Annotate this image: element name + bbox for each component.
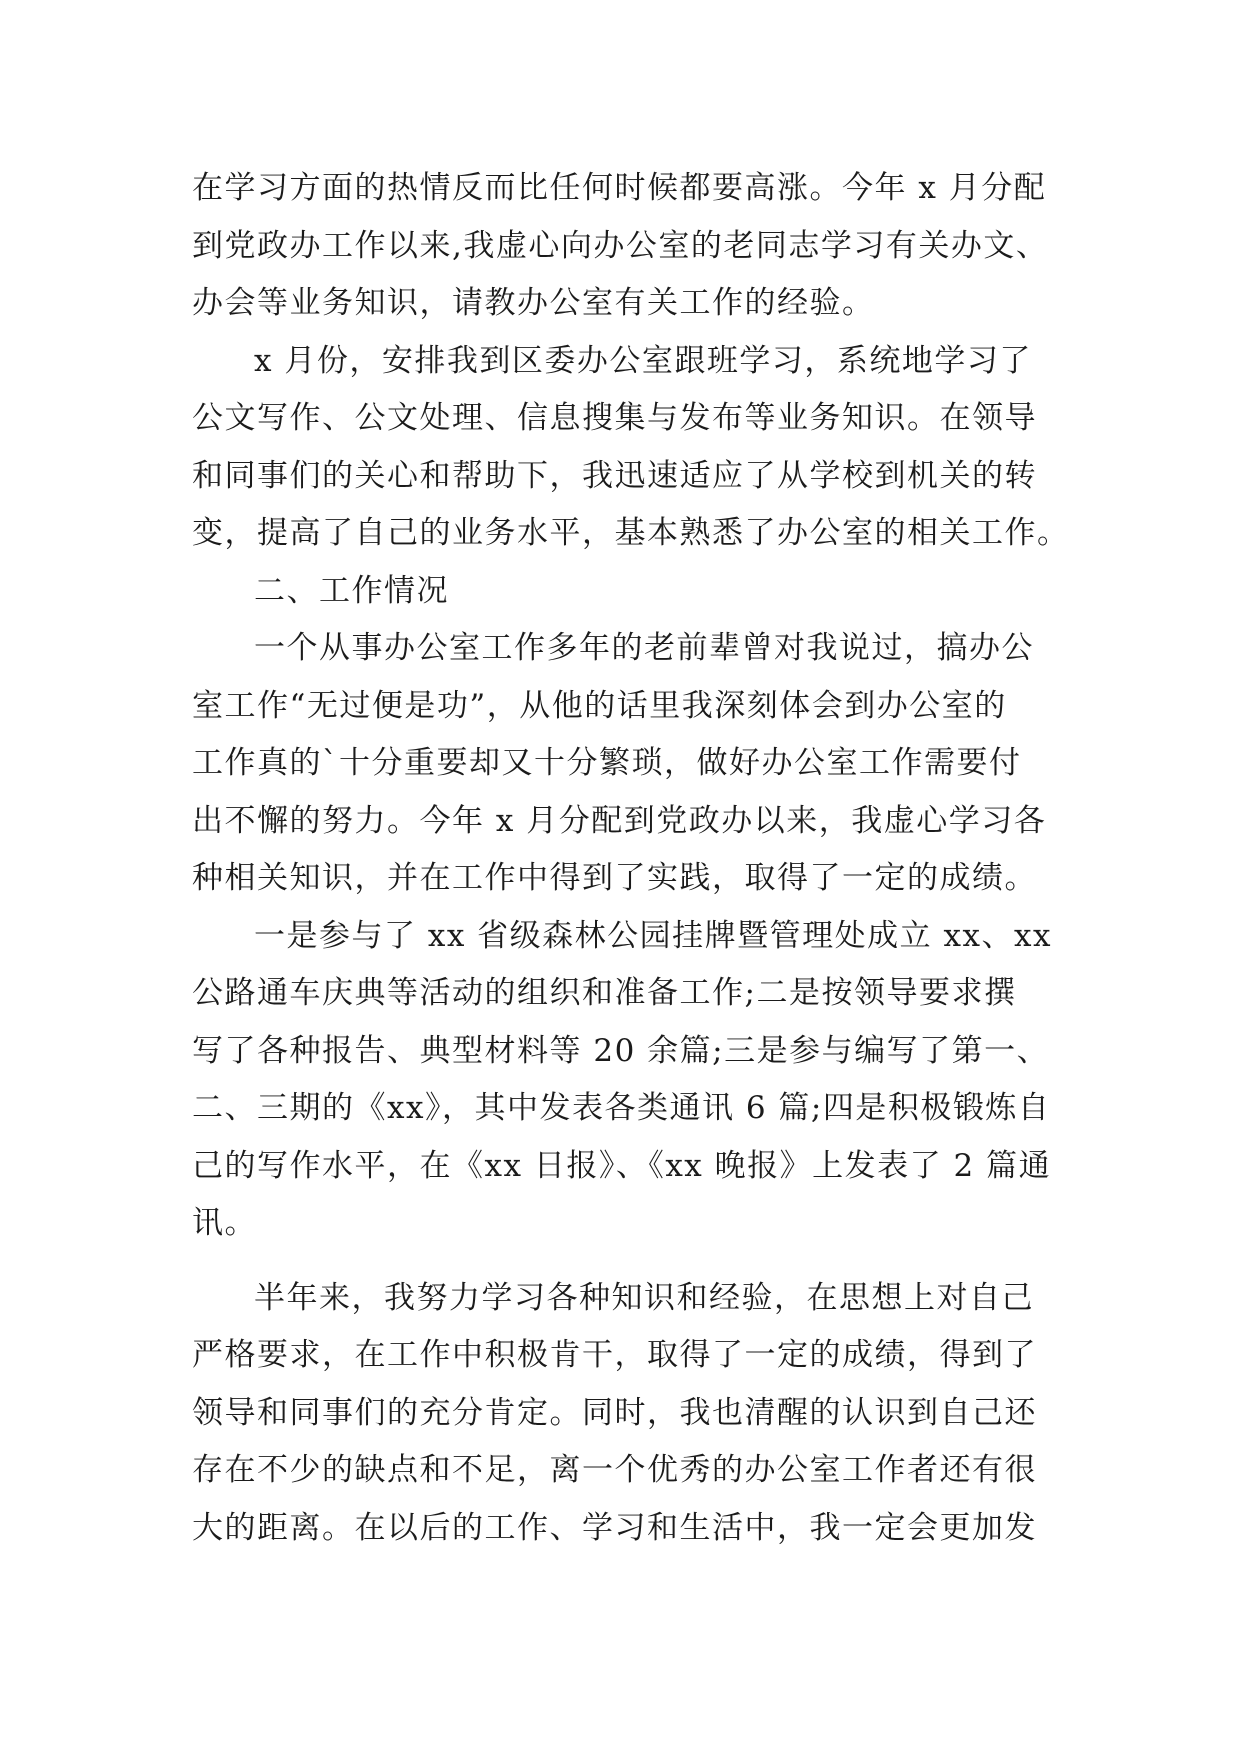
text-line: 大的距离。在以后的工作、学习和生活中，我一定会更加发 — [192, 1509, 1037, 1546]
text-line: 室工作“无过便是功”，从他的话里我深刻体会到办公室的 — [192, 687, 1007, 724]
text-line: 和同事们的关心和帮助下，我迅速适应了从学校到机关的转 — [192, 457, 1037, 494]
text-line: 公路通车庆典等活动的组织和准备工作;二是按领导要求撰 — [192, 975, 1017, 1011]
section-heading: 二、工作情况 — [254, 572, 449, 609]
paragraph-gap — [192, 1253, 1072, 1270]
text-line: 一个从事办公室工作多年的老前辈曾对我说过，搞办公 — [254, 630, 1034, 666]
text-line: 公文写作、公文处理、信息搜集与发布等业务知识。在领导 — [192, 400, 1037, 436]
text-line: 办会等业务知识，请教办公室有关工作的经验。 — [192, 285, 875, 321]
text-line: 存在不少的缺点和不足，离一个优秀的办公室工作者还有很 — [192, 1452, 1037, 1488]
text-line: 在学习方面的热情反而比任何时候都要高涨。今年 x 月分配 — [192, 170, 1047, 206]
text-line: 二、三期的《xx》，其中发表各类通讯 6 篇;四是积极锻炼自 — [192, 1090, 1051, 1126]
text-line: 变，提高了自己的业务水平，基本熟悉了办公室的相关工作。 — [192, 515, 1070, 551]
text-line: x 月份，安排我到区委办公室跟班学习，系统地学习了 — [254, 342, 1032, 379]
text-line: 到党政办工作以来,我虚心向办公室的老同志学习有关办文、 — [192, 227, 1049, 264]
text-line: 写了各种报告、典型材料等 20 余篇;三是参与编写了第一、 — [192, 1032, 1050, 1069]
text-line: 严格要求，在工作中积极肯干，取得了一定的成绩，得到了 — [192, 1337, 1037, 1373]
text-line: 半年来，我努力学习各种知识和经验，在思想上对自己 — [254, 1279, 1034, 1316]
text-line: 领导和同事们的充分肯定。同时，我也清醒的认识到自己还 — [192, 1394, 1037, 1431]
text-line: 出不懈的努力。今年 x 月分配到党政办以来，我虚心学习各 — [192, 802, 1047, 839]
text-line: 讯。 — [192, 1205, 257, 1241]
text-line: 一是参与了 xx 省级森林公园挂牌暨管理处成立 xx、xx — [254, 917, 1052, 954]
body-text — [192, 160, 1072, 1557]
text-line: 工作真的`十分重要却又十分繁琐，做好办公室工作需要付 — [192, 745, 1022, 781]
text-line: 种相关知识，并在工作中得到了实践，取得了一定的成绩。 — [192, 860, 1037, 896]
text-line: 己的写作水平，在《xx 日报》、《xx 晚报》上发表了 2 篇通 — [192, 1147, 1052, 1184]
